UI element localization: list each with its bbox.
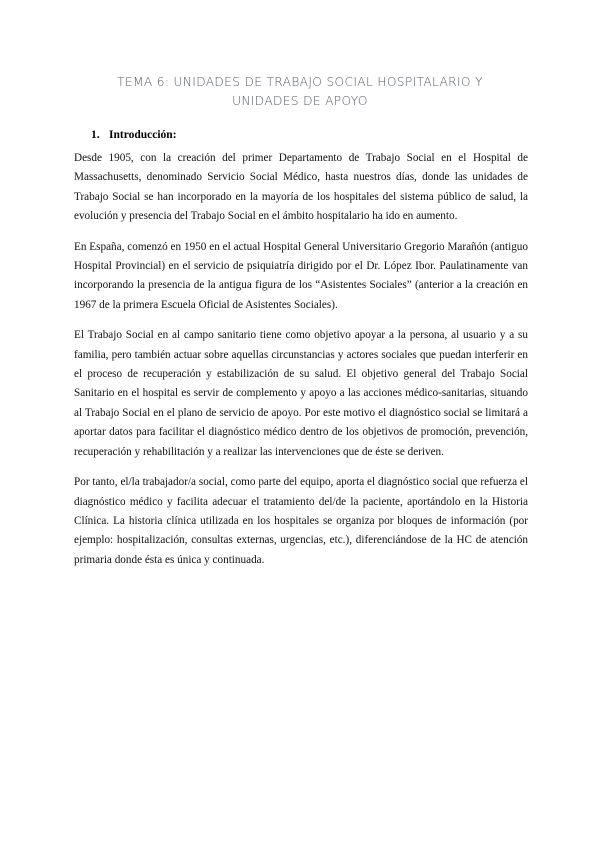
- paragraph: En España, comenzó en 1950 en el actual Hospital General Universitario Gregorio Marañón (antiguo Hospital Provincial) en el servicio de psiquiatría dirigido por el Dr. López Ibor. Paulatinamente van incorporando la presencia de la antigua figura de los “Asistentes Sociales” (anterior a la creación en 1967 de la primera Escuela Oficial de Asistentes Sociales).: [74, 240, 528, 311]
- paragraph: Por tanto, el/la trabajador/a social, como parte del equipo, aporta el diagnóstico social que refuerza el diagnóstico médico y facilita adecuar el tratamiento del/de la paciente, aportándolo en la Historia Clínica. La historia clínica utilizada en los hospitales se organiza por bloques de información (por ejemplo: hospitalización, consultas externas, urgencias, etc.), diferenciándose de la HC de atención primaria donde ésta es única y continuada.: [74, 476, 528, 566]
- document-title: [60, 73, 540, 111]
- paragraph: Desde 1905, con la creación del primer Departamento de Trabajo Social en el Hospital de Massachusetts, denominado Servicio Social Médico, hasta nuestros días, donde las unidades de Trabajo Social se han incorporado en la mayoría de los hospitales del sistema público de salud, la evolución y presencia del Trabajo Social en el ámbito hospitalario ha ido en aumento.: [74, 152, 528, 223]
- document-title-line-1: TEMA 6: UNIDADES DE TRABAJO SOCIAL HOSPITALARIO Y: [117, 75, 483, 89]
- section-number: 1.: [91, 129, 100, 141]
- paragraph: El Trabajo Social en al campo sanitario tiene como objetivo apoyar a la persona, al usuario y a su familia, pero también actuar sobre aquellas circunstancias y actores sociales que puedan interferir en el proceso de recuperación y estabilización de su salud. El objetivo general del Trabajo Social Sanitario en el hospital es servir de complemento y apoyo a las acciones médico-sanitarias, situando al Trabajo Social en el plano de servicio de apoyo. Por este motivo el diagnóstico social se limitará a aportar datos para facilitar el diagnóstico médico dentro de los objetivos de promoción, prevención, recuperación y rehabilitación y a realizar las intervenciones que de éste se deriven.: [74, 329, 528, 458]
- document-title-line-2: UNIDADES DE APOYO: [232, 94, 368, 108]
- section-heading: [91, 128, 177, 142]
- body-text: [74, 149, 528, 581]
- section-heading-text: Introducción:: [109, 129, 177, 141]
